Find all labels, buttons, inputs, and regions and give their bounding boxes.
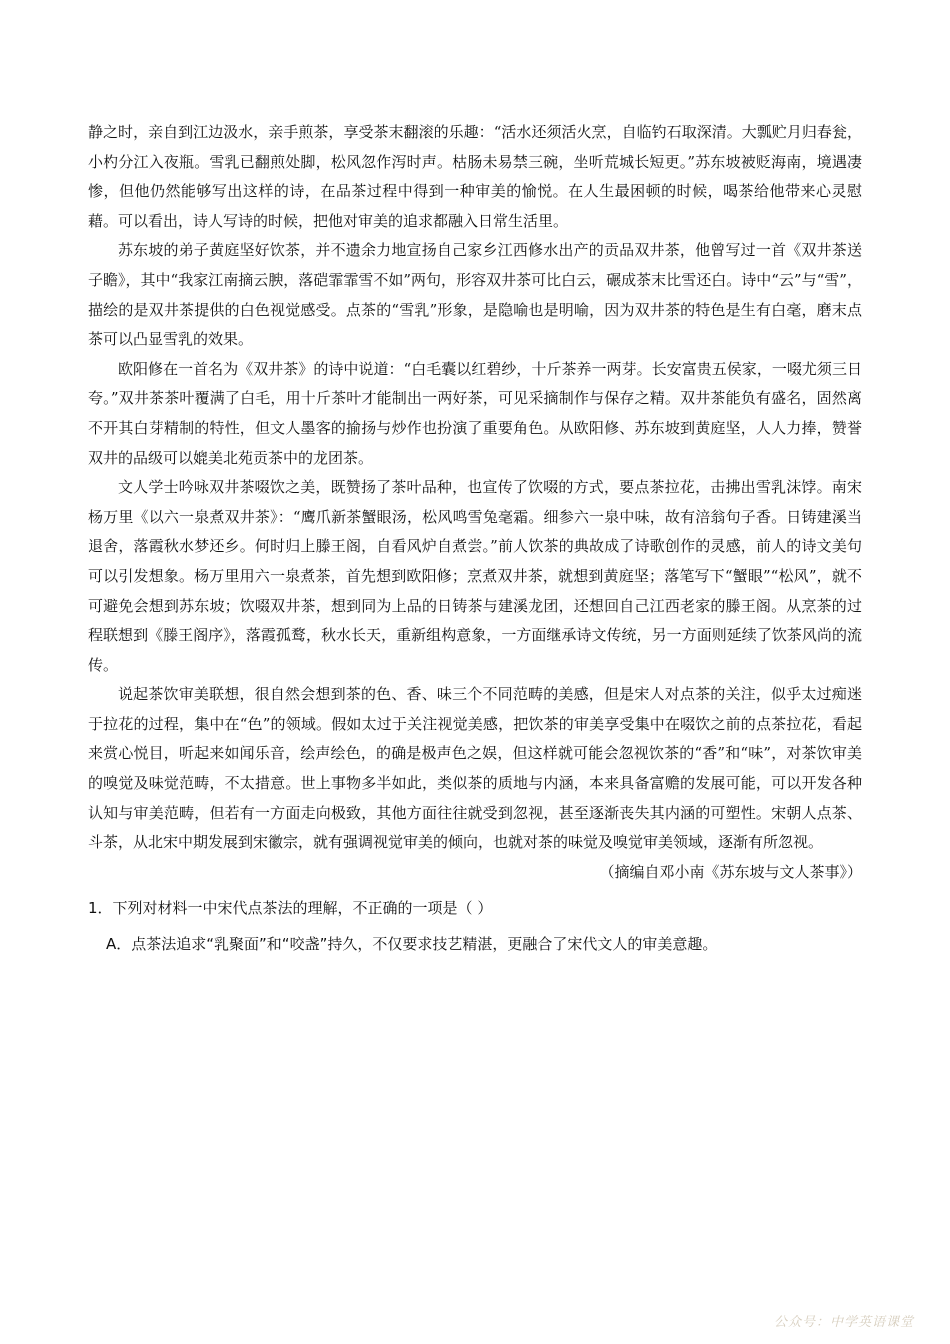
question-option-a: A．点茶法追求“乳聚面”和“咬盏”持久，不仅要求技艺精湛，更融合了宋代文人的审美意趣。: [106, 935, 718, 954]
passage-paragraph-3: 欧阳修在一首名为《双井茶》的诗中说道：“白毛囊以红碧纱，十斤茶养一两芽。长安富贵五侯家，一啜尤须三日夸。”双井茶茶叶覆满了白毛，用十斤茶叶才能制出一两好茶，可见采摘制作与保存之精。双井茶能负有盛名，固然离不开其白芽精制的特性，但文人墨客的揄扬与炒作也扮演了重要角色。从欧阳修、苏东坡到黄庭坚，人人力捧，赞誉双井的品级可以媲美北苑贡茶中的龙团茶。: [88, 359, 862, 467]
passage-paragraph-5: 说起茶饮审美联想，很自然会想到茶的色、香、味三个不同范畴的美感，但是宋人对点茶的关注，似乎太过痴迷于拉花的过程，集中在“色”的领域。假如太过于关注视觉美感，把饮茶的审美享受集中在啜饮之前的点茶拉花，看起来赏心悦目，听起来如闻乐音，绘声绘色，的确是极声色之娱，但这样就可能会忽视饮茶的“香”和“味”，对茶饮审美的嗅觉及味觉范畴，不太措意。世上事物多半如此，类似茶的质地与内涵，本来具备富赡的发展可能，可以开发各种认知与审美范畴，但若有一方面走向极致，其他方面往往就受到忽视，甚至逐渐丧失其内涵的可塑性。宋朝人点茶、斗茶，从北宋中期发展到宋徽宗，就有强调视觉审美的倾向，也就对茶的味觉及嗅觉审美领域，逐渐有所忽视。: [88, 685, 862, 852]
watermark: 公众号：中学英语课堂: [773, 1315, 914, 1330]
passage-paragraph-2: 苏东坡的弟子黄庭坚好饮茶，并不遗余力地宣扬自己家乡江西修水出产的贡品双井茶，他曾写过一首《双井茶送子瞻》，其中“我家江南摘云腴，落硙霏霏雪不如”两句，形容双井茶可比白云，碾成茶末比雪还白。诗中“云”与“雪”，描绘的是双井茶提供的白色视觉感受。点茶的“雪乳”形象，是隐喻也是明喻，因为双井茶的特色是生有白毫，磨末点茶可以凸显雪乳的效果。: [88, 241, 862, 349]
passage-source: （摘编自邓小南《苏东坡与文人茶事》）: [599, 862, 862, 881]
document-page: [88, 118, 862, 959]
question-stem: 1．下列对材料一中宋代点茶法的理解，不正确的一项是（ ）: [88, 899, 493, 918]
passage-paragraph-1: 静之时，亲自到江边汲水，亲手煎茶，享受茶末翻滚的乐趣：“活水还须活火烹，自临钓石取深清。大瓢贮月归春瓮，小杓分江入夜瓶。雪乳已翻煎处脚，松风忽作泻时声。枯肠未易禁三碗，坐听荒城长短更。”苏东坡被贬海南，境遇凄惨，但他仍然能够写出这样的诗，在品茶过程中得到一种审美的愉悦。在人生最困顿的时候，喝茶给他带来心灵慰藉。可以看出，诗人写诗的时候，把他对审美的追求都融入日常生活里。: [88, 123, 862, 230]
passage-paragraph-4: 文人学士吟咏双井茶啜饮之美，既赞扬了茶叶品种，也宣传了饮啜的方式，要点茶拉花，击拂出雪乳沫饽。南宋杨万里《以六一泉煮双井茶》：“鹰爪新茶蟹眼汤，松风鸣雪兔毫霜。细参六一泉中味，故有涪翁句子香。日铸建溪当退舍，落霞秋水梦还乡。何时归上滕王阁，自看风炉自煮尝。”前人饮茶的典故成了诗歌创作的灵感，前人的诗文美句可以引发想象。杨万里用六一泉煮茶，首先想到欧阳修；烹煮双井茶，就想到黄庭坚；落笔写下“蟹眼”“松风”，就不可避免会想到苏东坡；饮啜双井茶，想到同为上品的日铸茶与建溪龙团，还想回自己江西老家的滕王阁。从烹茶的过程联想到《滕王阁序》，落霞孤鹜，秋水长天，重新组构意象，一方面继承诗文传统，另一方面则延续了饮茶风尚的流传。: [88, 478, 862, 674]
